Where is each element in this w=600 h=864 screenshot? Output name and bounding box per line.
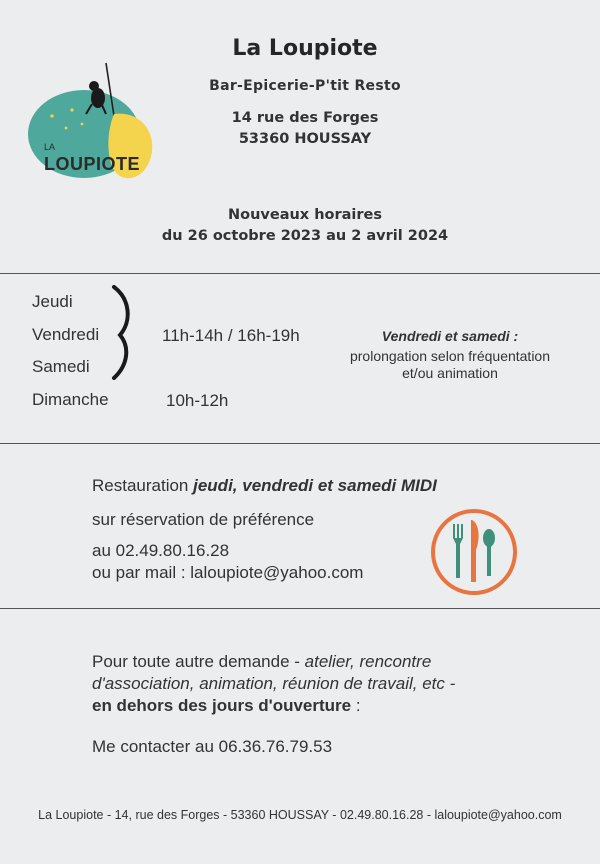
reservation-note: sur réservation de préférence (92, 510, 315, 529)
other-requests-line3 (92, 695, 361, 717)
brace-icon (108, 285, 138, 380)
restaurant-days-prefix: Restauration (92, 476, 194, 495)
day-saturday: Samedi (32, 357, 90, 376)
day-friday: Vendredi (32, 325, 100, 344)
logo-label: LOUPIOTE (44, 154, 141, 174)
restaurant-days (92, 476, 437, 496)
schedule-period: du 26 octobre 2023 au 2 avril 2024 (161, 228, 449, 244)
other-requests-emphasis: atelier, rencontre (304, 652, 432, 671)
day-sunday: Dimanche (32, 390, 109, 409)
other-requests-examples: d'association, animation, réunion de travail, etc - (92, 674, 456, 693)
divider (0, 443, 600, 444)
address-city: 53360 HOUSSAY (238, 131, 372, 147)
business-subtitle: Bar-Epicerie-P'tit Resto (209, 78, 401, 94)
sunday-hours: 10h-12h (166, 391, 229, 410)
other-requests-line2 (92, 673, 455, 695)
business-name: La Loupiote (232, 36, 378, 61)
schedule-title: Nouveaux horaires (227, 207, 383, 223)
extension-note-title: Vendredi et samedi : (381, 328, 519, 344)
weekday-hours: 11h-14h / 16h-19h (162, 326, 300, 345)
restaurant-days-emphasis: jeudi, vendredi et samedi MIDI (193, 476, 437, 495)
other-requests-prefix: Pour toute autre demande - (92, 652, 305, 671)
divider (0, 608, 600, 609)
footer-contact: La Loupiote - 14, rue des Forges - 53360 HOUSSAY - 02.49.80.16.28 - laloupiote@yahoo.com (38, 808, 562, 822)
outside-hours-note: en dehors des jours d'ouverture (92, 696, 352, 715)
contact-phone: Me contacter au 06.36.76.79.53 (92, 737, 333, 756)
cutlery-icon (428, 506, 520, 598)
restaurant-phone: au 02.49.80.16.28 (92, 541, 230, 560)
outside-hours-colon: : (351, 696, 361, 715)
restaurant-email: ou par mail : laloupiote@yahoo.com (92, 563, 364, 582)
other-requests-line1 (92, 651, 431, 673)
extension-note-line1: prolongation selon fréquentation (349, 348, 551, 364)
day-thursday: Jeudi (32, 292, 73, 311)
divider (0, 273, 600, 274)
extension-note-line2: et/ou animation (402, 365, 498, 381)
address-street: 14 rue des Forges (231, 110, 379, 126)
logo-label-small: LA (44, 142, 56, 152)
